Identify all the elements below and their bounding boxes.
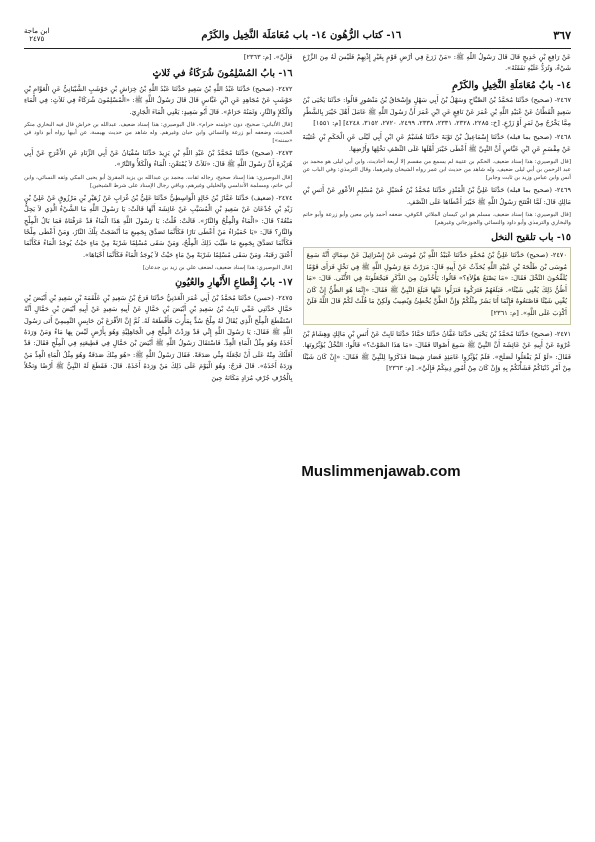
- side-reference-line2: ٢٤٧٥: [29, 35, 45, 43]
- text-columns: [24, 52, 571, 824]
- page-number: ٣٦٧: [553, 28, 571, 42]
- chapter-heading-14: ١٤- بابُ مُعَامَلَةِ النَّخِيلِ والكَرْمِ: [452, 79, 571, 91]
- hadith-2471: ٢٤٧١- (صحيح) حَدَّثَنَا مُحَمَّدُ بْنُ يَحْيَى حَدَّثَنَا عَفَّانُ حَدَّثَنَا حَمَّادٌ حَدَّثَنَا ثَابِتٌ عَنْ أَنَسِ بْنِ مَالِكٍ وَهِشَامُ بْنُ عُرْوَةَ عَنْ أَبِيهِ عَنْ عَائِشَةَ أَنَّ النَّبِيَّ ﷺ سَمِعَ أَصْوَاتًا فَقَالَ: «مَا هَذَا الصَّوْتُ؟» قَالُوا: النَّخْلُ يُؤَبِّرُونَهَا. فَقَالَ: «لَوْ لَمْ يَفْعَلُوا لَصَلَحَ». فَلَمْ يُؤَبِّرُوا عَامَئِذٍ فَصَارَ شِيصًا فَذَكَرُوا لِلنَّبِيِّ ﷺ فَقَالَ: «إِنْ كَانَ شَيْئًا مِنْ أَمْرِ دُنْيَاكُمْ فَشَأْنُكُمْ بِهِ وَإِنْ كَانَ مِنْ أُمُورِ دِينِكُمْ فَإِلَيَّ». [م: ٢٣٦٣]: [302, 329, 571, 373]
- site-watermark: Muslimmenjawab.com: [301, 463, 461, 480]
- page-header: [24, 22, 571, 49]
- hadith-2470: ٢٤٧٠- (صحيح) حَدَّثَنَا عَلِيُّ بْنُ مُحَمَّدٍ حَدَّثَنَا عُبَيْدُ اللَّهِ بْنُ مُوسَى عَنْ إِسْرَائِيلَ عَنْ سِمَاكٍ أَنَّهُ سَمِعَ مُوسَى بْنَ طَلْحَةَ بْنِ عُبَيْدِ اللَّهِ يُحَدِّثُ عَنْ أَبِيهِ قَالَ: مَرَرْتُ مَعَ رَسُولِ اللَّهِ ﷺ فِي نَخْلٍ فَرَأَى قَوْمًا يُلَقِّحُونَ النَّخْلَ فَقَالَ: «مَا يَصْنَعُ هَؤُلاَءِ؟» قَالُوا: يَأْخُذُونَ مِنَ الذَّكَرِ فَيَجْعَلُونَهُ فِي الأُنْثَى. قَالَ: «مَا أَظُنُّ ذَلِكَ يُغْنِي شَيْئًا». فَبَلَغَهُمْ فَتَرَكُوهُ فَنَزَلُوا عَنْهَا فَبَلَغَ النَّبِيَّ ﷺ فَقَالَ: «إِنَّمَا هُوَ الظَّنُّ إِنْ كَانَ يُغْنِي شَيْئًا فَاصْنَعُوهُ فَإِنَّمَا أَنَا بَشَرٌ مِثْلُكُمْ وَإِنَّ الظَّنَّ يُخْطِئُ وَيُصِيبُ وَلَكِنْ مَا قُلْتُ لَكُمْ قَالَ اللَّهُ فَلَنْ أَكْذِبَ عَلَى اللَّهِ». [م: ٢٣٦١]: [306, 251, 567, 317]
- hadith-2475: ٢٤٧٥- (حسن) حَدَّثَنَا مُحَمَّدُ بْنُ أَبِي عُمَرَ الْعَدَنِيُّ حَدَّثَنَا فَرَجُ بْنُ سَعِيدِ بْنِ عَلْقَمَةَ بْنِ سَعِيدِ بْنِ أَبْيَضَ بْنِ حَمَّالٍ حَدَّثَنِي عَمِّي ثَابِتُ بْنُ سَعِيدِ بْنِ أَبْيَضَ بْنِ حَمَّالٍ عَنْ أَبِيهِ سَعِيدٍ عَنْ أَبِيهِ أَبْيَضَ بْنِ حَمَّالٍ أَنَّهُ اسْتَقْطَعَ الْمِلْحَ الَّذِي يُقَالُ لَهُ مِلْحُ سُدٍّ بِمَأْرِبَ فَأَقْطَعَهُ لَهُ. ثُمَّ إِنَّ الأَقْرَعَ بْنَ حَابِسٍ التَّمِيمِيَّ أَتَى رَسُولَ اللَّهِ ﷺ فَقَالَ: يَا رَسُولَ اللَّهِ إِنِّي قَدْ وَرَدْتُ الْمِلْحَ فِي الْجَاهِلِيَّةِ وَهُوَ بِأَرْضٍ لَيْسَ بِهَا مَاءٌ وَمَنْ وَرَدَهُ أَخَذَهُ وَهُوَ مِثْلُ الْمَاءِ الْعِدِّ. فَاسْتَقَالَ رَسُولُ اللَّهِ ﷺ أَبْيَضَ بْنَ حَمَّالٍ فِي قَطِيعَتِهِ فِي الْمِلْحِ فَقَالَ: قَدْ أَقَلْتُكَ مِنْهُ عَلَى أَنْ تَجْعَلَهُ مِنِّي صَدَقَةً. فَقَالَ رَسُولُ اللَّهِ ﷺ: «هُوَ مِنْكَ صَدَقَةٌ وَهُوَ مِثْلُ الْمَاءِ الْعِدِّ مَنْ وَرَدَهُ أَخَذَهُ». قَالَ فَرَجٌ: وَهُوَ الْيَوْمَ عَلَى ذَلِكَ مَنْ وَرَدَهُ أَخَذَهُ. قَالَ: فَقَطَعَ لَهُ النَّبِيُّ ﷺ أَرْضًا وَنَخْلاً بِالْجُرْفِ جُرْفِ مُرَادٍ مَكَانَهُ حِينَ: [24, 293, 293, 382]
- chapter-heading-15: ١٥- باب تلقيح النخل: [491, 232, 571, 244]
- footnote-2469: [قال البوصيري: هذا إسناد ضعيف. مسلم هو ابن كيسان الملائي الكوفي، ضعفه أحمد وابن معين وأبو زرعة وأبو حاتم والبخاري والترمذي وأبو داود والنسائي والجوزجاني وغيرهم]: [302, 212, 571, 227]
- side-reference-line1: ابن ماجة: [24, 27, 50, 35]
- hadith-2474: ٢٤٧٤- (ضعيف) حَدَّثَنَا عَمَّارُ بْنُ خَالِدٍ الْوَاسِطِيُّ حَدَّثَنَا عَلِيُّ بْنُ غُرَابٍ عَنْ زُهَيْرِ بْنِ مَرْزُوقٍ عَنْ عَلِيِّ بْنِ زَيْدِ بْنِ جُدْعَانَ عَنْ سَعِيدِ بْنِ الْمُسَيَّبِ عَنْ عَائِشَةَ أَنَّهَا قَالَتْ: يَا رَسُولَ اللَّهِ مَا الشَّيْءُ الَّذِي لاَ يَحِلُّ مَنْعُهُ؟ قَالَ: «الْمَاءُ وَالْمِلْحُ وَالنَّارُ». قَالَتْ: قُلْتُ: يَا رَسُولَ اللَّهِ هَذَا الْمَاءُ قَدْ عَرَفْنَاهُ فَمَا بَالُ الْمِلْحِ وَالنَّارِ؟ قَالَ: «يَا حُمَيْرَاءُ مَنْ أَعْطَى نَارًا فَكَأَنَّمَا تَصَدَّقَ بِجَمِيعِ مَا أَنْضَجَتْ تِلْكَ النَّارُ، وَمَنْ أَعْطَى مِلْحًا فَكَأَنَّمَا تَصَدَّقَ بِجَمِيعِ مَا طَيَّبَ ذَلِكَ الْمِلْحُ، وَمَنْ سَقَى مُسْلِمًا شَرْبَةً مِنْ مَاءٍ حَيْثُ يُوجَدُ الْمَاءُ فَكَأَنَّمَا أَعْتَقَ رَقَبَةً، وَمَنْ سَقَى مُسْلِمًا شَرْبَةً مِنْ مَاءٍ حَيْثُ لاَ يُوجَدُ الْمَاءُ فَكَأَنَّمَا أَحْيَاهَا».: [24, 193, 293, 259]
- left-column: [24, 52, 293, 824]
- hadith-2473: ٢٤٧٣- (صحيح) حَدَّثَنَا مُحَمَّدُ بْنُ عَبْدِ اللَّهِ بْنِ يَزِيدَ حَدَّثَنَا سُفْيَانُ عَنْ أَبِي الزِّنَادِ عَنِ الأَعْرَجِ عَنْ أَبِي هُرَيْرَةَ أَنَّ رَسُولَ اللَّهِ ﷺ قَالَ: «ثَلاَثٌ لاَ يُمْنَعْنَ: الْمَاءُ وَالْكَلأُ وَالنَّارُ».: [24, 149, 293, 169]
- chapter-heading-16: ١٦- بابُ المُسْلِمُونَ شُرَكَاءُ في ثَلاثٍ: [152, 68, 293, 80]
- footnote-2474: [قال البوصيري: هذا إسناد ضعيف، لضعف علي بن زيد بن جدعان]: [142, 265, 293, 272]
- footnote-2473: [قال البوصيري: هذا إسناد صحيح، رجاله ثقات. محمد بن عبدالله بن يزيد المقرئ أبو يحيى المكي وثقه النسائي، وابن أبي حاتم، ومسلمة الأندلسي والخليلي وغيرهم، وباقي رجال الإسناد على شرط الشيخين]: [24, 174, 293, 189]
- hadith-2468: ٢٤٦٨- (صحيح بما قبله) حَدَّثَنَا إِسْمَاعِيلُ بْنُ تَوْبَةَ حَدَّثَنَا هُشَيْمٌ عَنِ ابْنِ أَبِي لَيْلَى عَنِ الْحَكَمِ بْنِ عُتَيْبَةَ عَنْ مِقْسَمٍ عَنِ ابْنِ عَبَّاسٍ أَنَّ النَّبِيَّ ﷺ أَعْطَى خَيْبَرَ أَهْلَهَا عَلَى النِّصْفِ نَخْلِهَا وَأَرْضِهَا.: [302, 133, 571, 153]
- intro-text: عَنْ رَافِعِ بْنِ خَدِيجٍ قَالَ قَالَ رَسُولُ اللَّهِ ﷺ: «مَنْ زَرَعَ فِي أَرْضِ قَوْمٍ بِغَيْرِ إِذْنِهِمْ فَلَيْسَ لَهُ مِنَ الزَّرْعِ شَيْءٌ، وَتُرَدُّ عَلَيْهِ نَفَقَتُهُ».: [302, 53, 571, 73]
- side-reference: [24, 27, 49, 43]
- hadith-2472: ٢٤٧٢- (صحيح) حَدَّثَنَا عَبْدُ اللَّهِ بْنُ سَعِيدٍ حَدَّثَنَا عَبْدُ اللَّهِ بْنُ خِرَاشِ بْنِ حَوْشَبٍ الشَّيْبَانِيُّ عَنِ الْعَوَّامِ بْنِ حَوْشَبٍ عَنْ مُجَاهِدٍ عَنِ ابْنِ عَبَّاسٍ قَالَ قَالَ رَسُولُ اللَّهِ ﷺ: «الْمُسْلِمُونَ شُرَكَاءُ فِي ثَلاَثٍ: فِي الْمَاءِ وَالْكَلإِ وَالنَّارِ، وَثَمَنُهُ حَرَامٌ». قَالَ أَبُو سَعِيدٍ: يَعْنِي الْمَاءَ الْجَارِيَ.: [24, 84, 293, 116]
- right-column: [303, 52, 572, 824]
- hadith-2467: ٢٤٦٧- (صحيح) حَدَّثَنَا مُحَمَّدُ بْنُ الصَّبَّاحِ وَسَهْلُ بْنُ أَبِي سَهْلٍ وَإِسْحَاقُ بْنُ مَنْصُورٍ قَالُوا: حَدَّثَنَا يَحْيَى بْنُ سَعِيدٍ الْقَطَّانُ عَنْ عُبَيْدِ اللَّهِ بْنِ عُمَرَ عَنْ نَافِعٍ عَنِ ابْنِ عُمَرَ أَنَّ رَسُولَ اللَّهِ ﷺ عَامَلَ أَهْلَ خَيْبَرَ بِالشَّطْرِ مِمَّا يَخْرُجُ مِنْ ثَمَرٍ أَوْ زَرْعٍ. [خ: ٢٢٨٥، ٢٣٢٨، ٢٣٣١، ٢٣٣٨، ٢٤٩٩، ٢٧٢٠، ٣١٥٢، ٤٢٤٨] [م: ١٥٥١]: [302, 96, 571, 128]
- hadith-2469: ٢٤٦٩- (صحيح بما قبله) حَدَّثَنَا عَلِيُّ بْنُ الْمُنْذِرِ حَدَّثَنَا مُحَمَّدُ بْنُ فُضَيْلٍ عَنْ مُسْلِمٍ الأَعْوَرِ عَنْ أَنَسِ بْنِ مَالِكٍ قَالَ: لَمَّا افْتَتَحَ رَسُولُ اللَّهِ ﷺ خَيْبَرَ أَعْطَاهَا عَلَى النِّصْفِ.: [302, 186, 571, 206]
- intro-text-left: فَإِلَيَّ». [م: ٢٣٦٣]: [243, 53, 293, 61]
- footnote-2468: [قال البوصيري: هذا إسناد ضعيف. الحكم بن عتيبة لم يسمع من مقسم إلا أربعة أحاديث، وابن أبي ليلى هو محمد بن عبد الرحمن بن أبي ليلى ضعيف. وله شاهد من حديث ابن عمر رواه الشيخان وغيرهما، وقال الترمذي: وفي الباب عن أنس وابن عباس وزيد بن ثابت وجابر]: [302, 159, 571, 182]
- footnote-2472: [قال الألباني: صحيح، دون «وثمنه حرام». قال البوصيري: هذا إسناد ضعيف. عبدالله بن خراش قال فيه البخاري منكر الحديث، وضعفه أبو زرعة والنسائي وابن حبان وغيرهم. وله شاهد من حديث بهيسة، عن أبيها رواه أبو داود في «سننه»]: [24, 122, 293, 145]
- highlighted-hadith-box: [303, 247, 572, 324]
- running-title: ١٦- كتاب الرُّهُون ١٤- باب مُعَامَلَة النَّخِيل والكَرْم: [201, 29, 402, 41]
- chapter-heading-17: ١٧- بابُ إِقْطاعِ الأَنْهارِ والعُيُونِ: [175, 277, 293, 289]
